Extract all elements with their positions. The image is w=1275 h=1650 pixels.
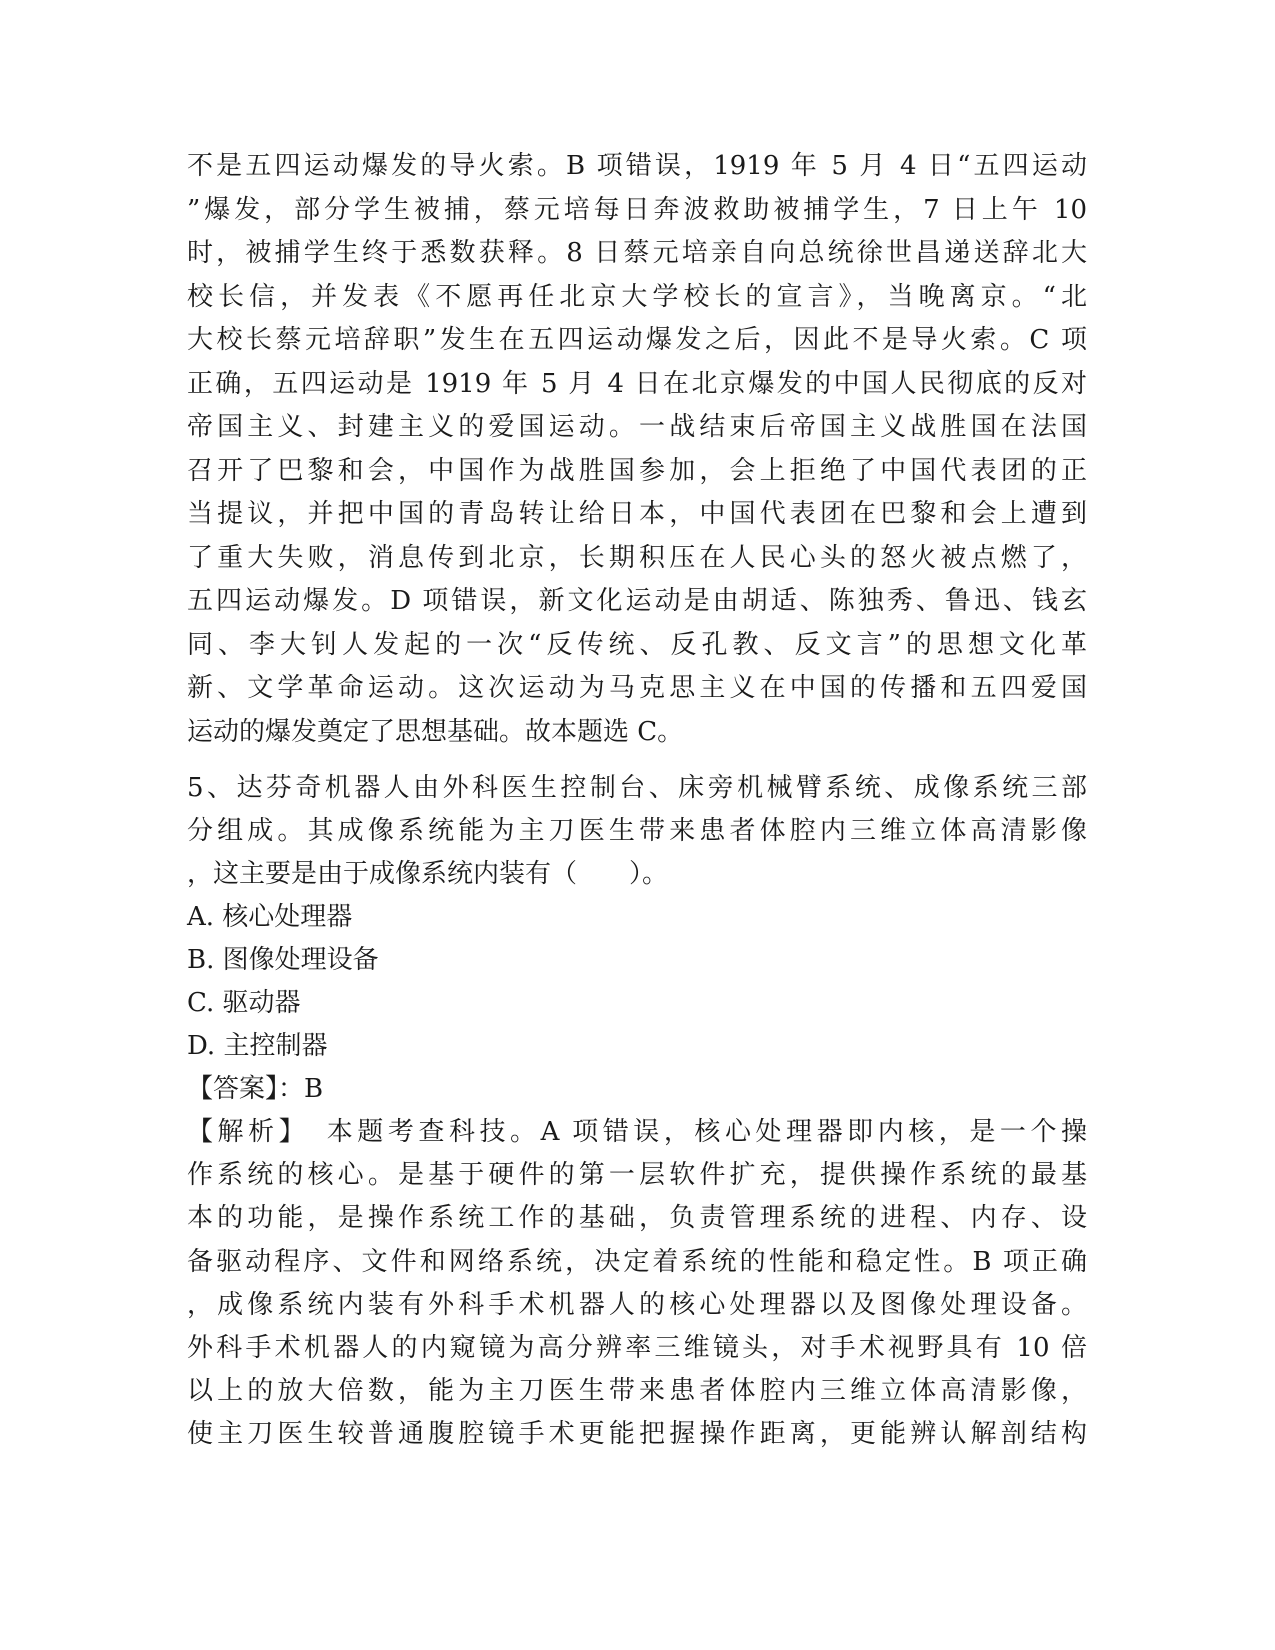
text-line: 五四运动爆发。D 项错误，新文化运动是由胡适、陈独秀、鲁迅、钱玄 [187,586,1087,616]
explanation-heading-line: 【解析】 本题考查科技。A 项错误，核心处理器即内核，是一个操 [187,1117,1087,1147]
text-line: 同、李大钊人发起的一次“反传统、反孔教、反文言”的思想文化革 [187,629,1087,660]
question-text-line: 分组成。其成像系统能为主刀医生带来患者体腔内三维立体高清影像 [187,816,1087,846]
explanation-line: 本的功能，是操作系统工作的基础，负责管理系统的进程、内存、设 [187,1203,1087,1234]
text-line: 召开了巴黎和会，中国作为战胜国参加，会上拒绝了中国代表团的正 [187,455,1087,486]
option-d: D. 主控制器 [187,1031,328,1061]
previous-explanation [187,145,1087,754]
text-line: 大校长蔡元培辞职”发生在五四运动爆发之后，因此不是导火索。C 项 [187,325,1087,355]
option-b: B. 图像处理设备 [187,945,379,975]
explanation-line: ，成像系统内装有外科手术机器人的核心处理器以及图像处理设备。 [187,1289,1087,1320]
option-a: A. 核心处理器 [187,902,353,932]
page-content [187,145,1087,1457]
explanation-line: 备驱动程序、文件和网络系统，决定着系统的性能和稳定性。B 项正确 [187,1246,1087,1277]
text-line: 校长信，并发表《不愿再任北京大学校长的宣言》，当晚离京。“北 [187,281,1087,312]
option-c: C. 驱动器 [187,988,301,1018]
text-line: 不是五四运动爆发的导火索。B 项错误，1919 年 5 月 4 日“五四运动 [187,151,1087,181]
paragraph-gap [187,754,1087,767]
text-line: 新、文学革命运动。这次运动为马克思主义在中国的传播和五四爱国 [187,673,1087,703]
explanation-line: 外科手术机器人的内窥镜为高分辨率三维镜头，对手术视野具有 10 倍 [187,1332,1087,1363]
explanation-block [187,1111,1087,1457]
question-text-line: ，这主要是由于成像系统内装有（ ）。 [187,859,669,889]
text-line: 当提议，并把中国的青岛转让给日本，中国代表团在巴黎和会上遭到 [187,499,1087,529]
explanation-line: 作系统的核心。是基于硬件的第一层软件扩充，提供操作系统的最基 [187,1160,1087,1191]
text-line: 了重大失败，消息传到北京，长期积压在人民心头的怒火被点燃了， [187,542,1087,573]
text-line: 运动的爆发奠定了思想基础。故本题选 C。 [187,716,684,747]
answer-line: 【答案】：B [187,1074,324,1104]
explanation-line: 使主刀医生较普通腹腔镜手术更能把握操作距离，更能辨认解剖结构 [187,1419,1087,1450]
text-line: 正确，五四运动是 1919 年 5 月 4 日在北京爆发的中国人民彻底的反对 [187,368,1087,399]
question-5 [187,767,1087,1457]
text-line: 帝国主义、封建主义的爱国运动。一战结束后帝国主义战胜国在法国 [187,412,1087,442]
explanation-line: 以上的放大倍数，能为主刀医生带来患者体腔内三维立体高清影像， [187,1376,1087,1407]
text-line: 时，被捕学生终于悉数获释。8 日蔡元培亲自向总统徐世昌递送辞北大 [187,238,1087,268]
question-text-line: 5、达芬奇机器人由外科医生控制台、床旁机械臂系统、成像系统三部 [187,773,1087,803]
text-line: ”爆发，部分学生被捕，蔡元培每日奔波救助被捕学生，7 日上午 10 [187,194,1087,225]
